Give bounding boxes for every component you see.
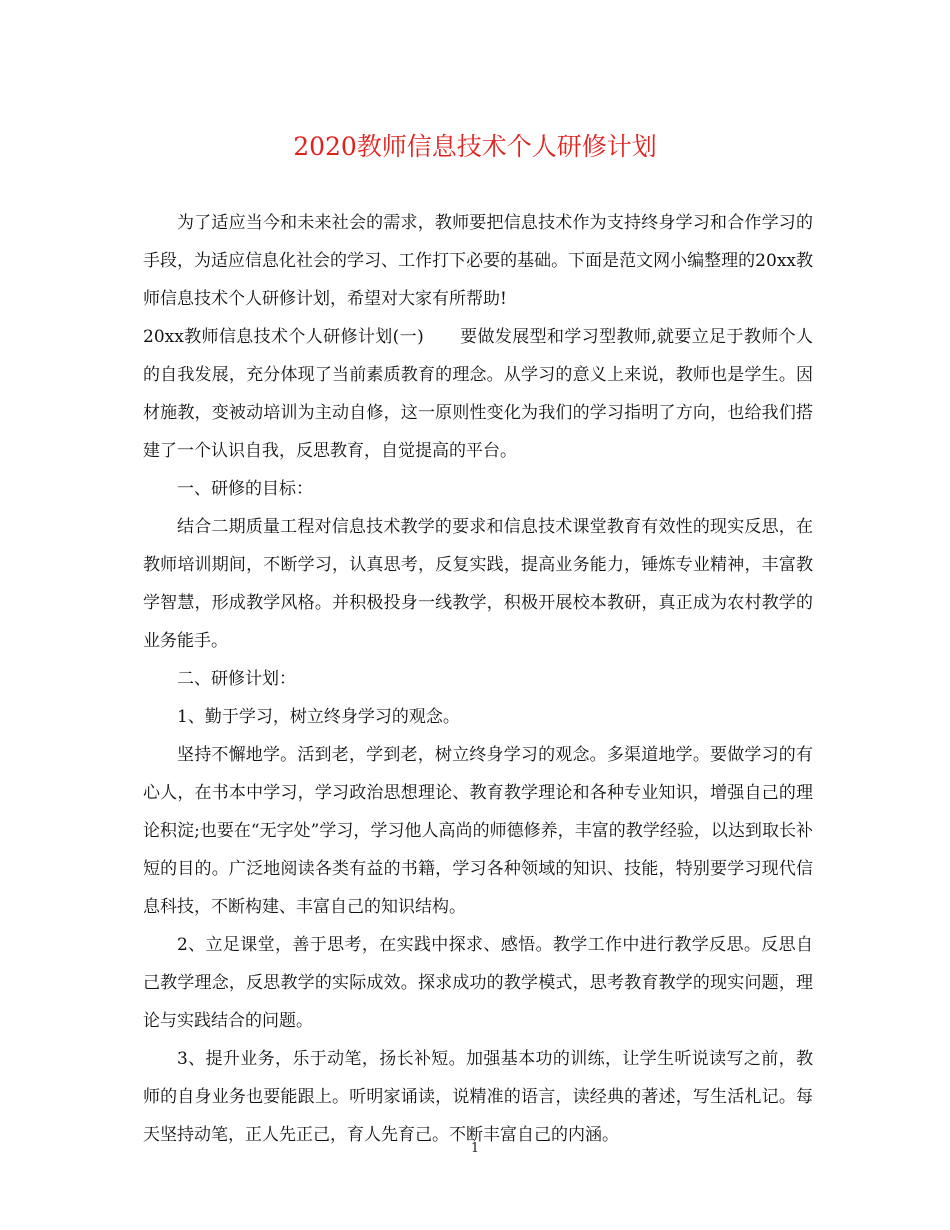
plan-paragraph <box>143 318 813 470</box>
item2-paragraph: 2、立足课堂，善于思考，在实践中探求、感悟。教学工作中进行教学反思。反思自己教学理念，反思教学的实际成效。探求成功的教学模式，思考教育教学的现实问题，理论与实践结合的问题。 <box>143 935 813 1031</box>
document-body <box>143 204 813 1154</box>
section-heading-plan: 二、研修计划： <box>177 669 296 689</box>
item1-paragraph: 坚持不懈地学。活到老，学到老，树立终身学习的观念。多渠道地学。要做学习的有心人，在书本中学习，学习政治思想理论、教育教学理论和各种专业知识，增强自己的理论积淀;也要在“无字处”学习，学习他人高尚的师德修养，丰富的教学经验，以达到取长补短的目的。广泛地阅读各类有益的书籍，学习各种领域的知识、技能，特别要学习现代信息科技，不断构建、丰富自己的知识结构。 <box>143 745 813 917</box>
plan-intro: 要做发展型和学习型教师,就要立足于教师个人的自我发展，充分体现了当前素质教育的理念。从学习的意义上来说，教师也是学生。因材施教，变被动培训为主动自修，这一原则性变化为我们的学习指明了方向，也给我们搭建了一个认识自我，反思教育，自觉提高的平台。 <box>143 327 813 461</box>
item1-heading: 1、勤于学习，树立终身学习的观念。 <box>177 707 460 727</box>
intro-paragraph: 为了适应当今和未来社会的需求，教师要把信息技术作为支持终身学习和合作学习的手段，为适应信息化社会的学习、工作打下必要的基础。下面是范文网小编整理的20xx教师信息技术个人研修计划，希望对大家有所帮助! <box>143 213 813 309</box>
page-number: 1 <box>470 1141 480 1156</box>
item3-paragraph: 3、提升业务，乐于动笔，扬长补短。加强基本功的训练，让学生听说读写之前，教师的自身业务也要能跟上。听明家诵读，说精准的语言，读经典的著述，写生活札记。每天坚持动笔，正人先正己，育人先育己。不断丰富自己的内涵。 <box>143 1049 813 1145</box>
section-heading-goals: 一、研修的目标： <box>177 479 313 499</box>
document-title: 2020教师信息技术个人研修计划 <box>293 132 657 161</box>
plan-heading: 20xx教师信息技术个人研修计划(一) <box>143 327 424 347</box>
goals-paragraph: 结合二期质量工程对信息技术教学的要求和信息技术课堂教育有效性的现实反思，在教师培训期间，不断学习，认真思考，反复实践，提高业务能力，锤炼专业精神，丰富教学智慧，形成教学风格。并积极投身一线教学，积极开展校本教研，真正成为农村教学的业务能手。 <box>143 517 813 651</box>
